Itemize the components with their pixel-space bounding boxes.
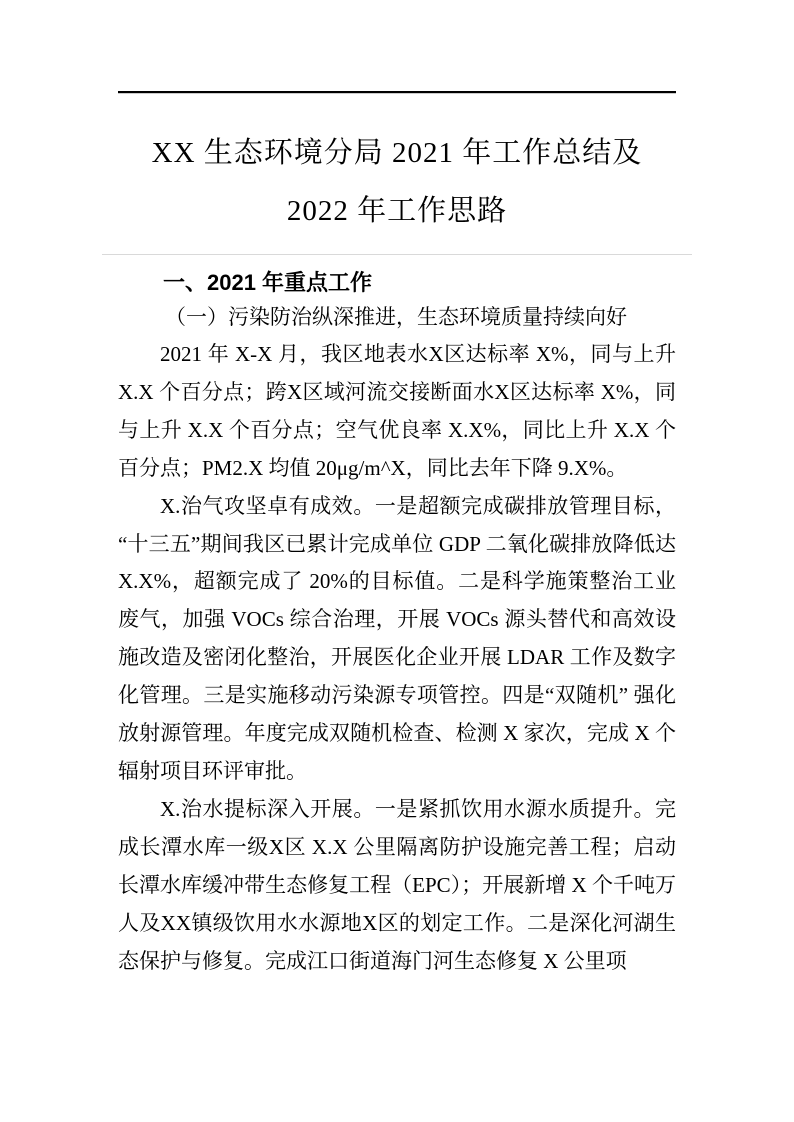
- section-heading-2021-key-work: 一、2021 年重点工作: [163, 270, 373, 295]
- document-title: [98, 124, 696, 240]
- document-body: [118, 336, 676, 980]
- header-rule-line: [118, 91, 676, 94]
- subsection-heading-pollution-control: （一）污染防治纵深推进，生态环境质量持续向好: [165, 305, 627, 329]
- document-title-line-2: 2022 年工作思路: [286, 195, 508, 227]
- document-title-line-1: XX 生态环境分局 2021 年工作总结及: [151, 137, 643, 169]
- paragraph-environment-quality-stats: 2021 年 X-X 月，我区地表水X区达标率 X%，同与上升 X.X 个百分点；跨X区域河流交接断面水X区达标率 X%，同与上升 X.X 个百分点；空气优良率 X.X%，同比上升 X.X 个百分点；PM2.X 均值 20μg/m^X，同比去年下降 9.X%。: [118, 342, 676, 480]
- paragraph-water-governance: X.治水提标深入开展。一是紧抓饮用水源水质提升。完成长潭水库一级X区 X.X 公里隔离防护设施完善工程；启动长潭水库缓冲带生态修复工程（EPC）；开展新增 X 个千吨万人及XX镇级饮用水水源地X区的划定工作。二是深化河湖生态保护与修复。完成江口街道海门河生态修复 X 公里项: [118, 796, 676, 973]
- title-divider-line: [102, 254, 692, 255]
- paragraph-air-governance: X.治气攻坚卓有成效。一是超额完成碳排放管理目标，“十三五”期间我区已累计完成单位 GDP 二氧化碳排放降低达 X.X%，超额完成了 20%的目标值。二是科学施策整治工业废气，加强 VOCs 综合治理，开展 VOCs 源头替代和高效设施改造及密闭化整治，开展医化企业开展 LDAR 工作及数字化管理。三是实施移动污染源专项管控。四是“双随机” 强化放射源管理。年度完成双随机检查、检测 X 家次，完成 X 个辐射项目环评审批。: [118, 493, 676, 783]
